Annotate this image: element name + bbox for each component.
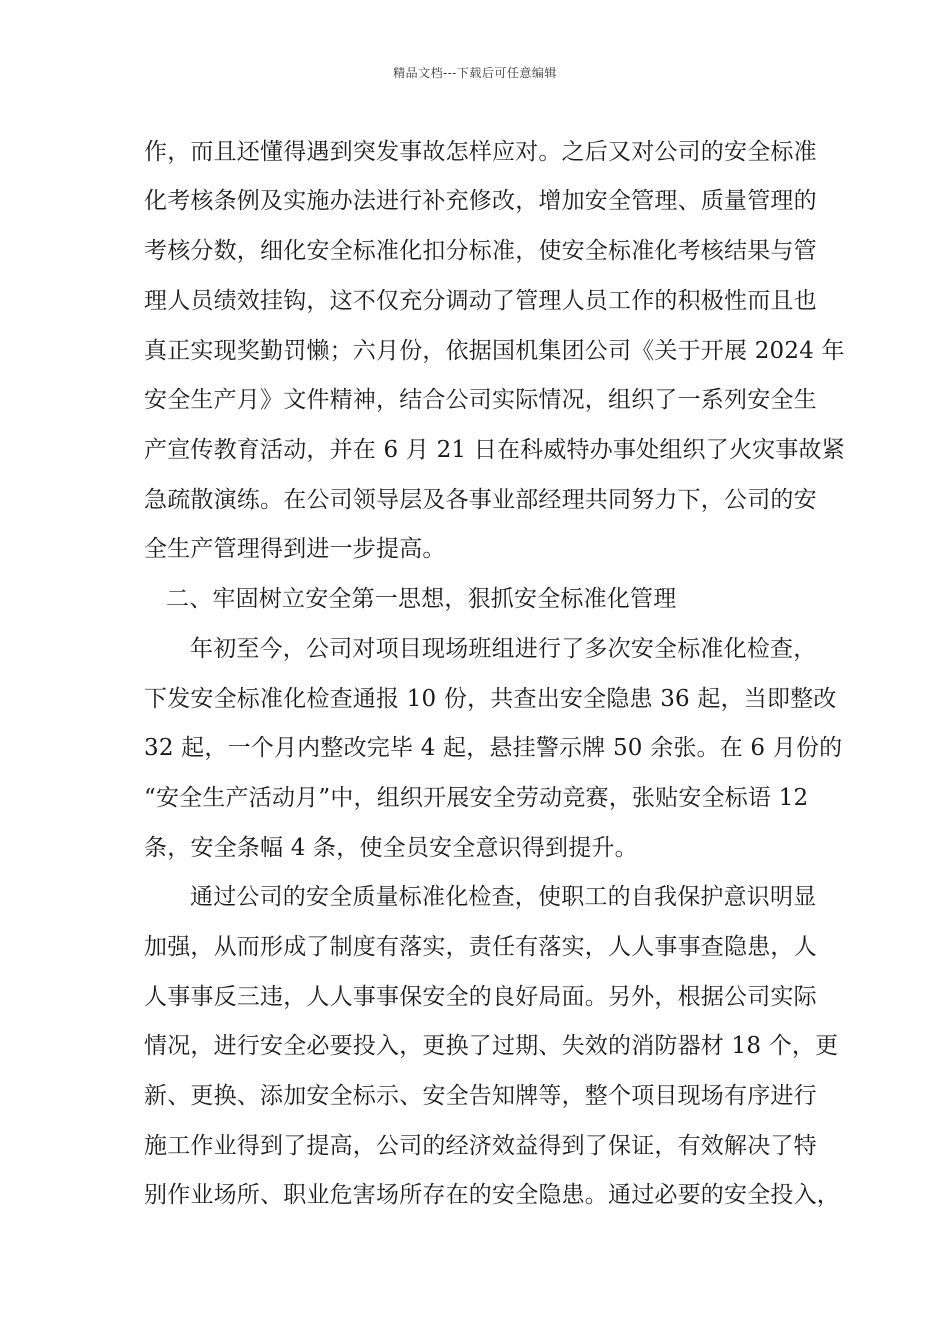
paragraph-line: 作，而且还懂得遇到突发事故怎样应对。之后又对公司的安全标准 xyxy=(144,139,817,165)
paragraph-line: 通过公司的安全质量标准化检查，使职工的自我保护意识明显 xyxy=(190,884,817,910)
paragraph-line: 全生产管理得到进一步提高。 xyxy=(144,536,446,562)
paragraph-line: 化考核条例及实施办法进行补充修改，增加安全管理、质量管理的 xyxy=(144,188,817,214)
paragraph-line: 情况，进行安全必要投入，更换了过期、失效的消防器材 18 个，更 xyxy=(144,1033,839,1059)
page-header: 精品文档---下载后可任意编辑 xyxy=(393,66,557,80)
paragraph-line: 年初至今，公司对项目现场班组进行了多次安全标准化检查， xyxy=(190,636,817,662)
paragraph-line: 急疏散演练。在公司领导层及各事业部经理共同努力下，公司的安 xyxy=(144,487,817,513)
paragraph-line: 施工作业得到了提高，公司的经济效益得到了保证，有效解决了特 xyxy=(144,1133,817,1159)
paragraph-line: 下发安全标准化检查通报 10 份，共查出安全隐患 36 起，当即整改 xyxy=(144,686,837,712)
paragraph-line: 加强，从而形成了制度有落实，责任有落实，人人事事查隐患，人 xyxy=(144,934,817,960)
paragraph-line: 条，安全条幅 4 条，使全员安全意识得到提升。 xyxy=(144,835,638,861)
paragraph-line: 考核分数，细化安全标准化扣分标准，使安全标准化考核结果与管 xyxy=(144,238,817,264)
paragraph-line: 人事事反三违，人人事事保安全的良好局面。另外，根据公司实际 xyxy=(144,984,817,1010)
section-heading: 二、牢固树立安全第一思想，狠抓安全标准化管理 xyxy=(166,586,677,612)
paragraph-line: 理人员绩效挂钩，这不仅充分调动了管理人员工作的积极性而且也 xyxy=(144,288,817,314)
paragraph-line: 新、更换、添加安全标示、安全告知牌等，整个项目现场有序进行 xyxy=(144,1083,817,1109)
paragraph-line: 别作业场所、职业危害场所存在的安全隐患。通过必要的安全投入， xyxy=(144,1182,840,1208)
paragraph-line: “安全生产活动月”中，组织开展安全劳动竞赛，张贴安全标语 12 xyxy=(144,785,809,811)
paragraph-line: 真正实现奖勤罚懒；六月份，依据国机集团公司《关于开展 2024 年 xyxy=(144,338,845,364)
paragraph-line: 32 起，一个月内整改完毕 4 起，悬挂警示牌 50 余张。在 6 月份的 xyxy=(144,735,843,761)
paragraph-line: 安全生产月》文件精神，结合公司实际情况，组织了一系列安全生 xyxy=(144,387,817,413)
paragraph-line: 产宣传教育活动，并在 6 月 21 日在科威特办事处组织了火灾事故紧 xyxy=(144,437,845,463)
